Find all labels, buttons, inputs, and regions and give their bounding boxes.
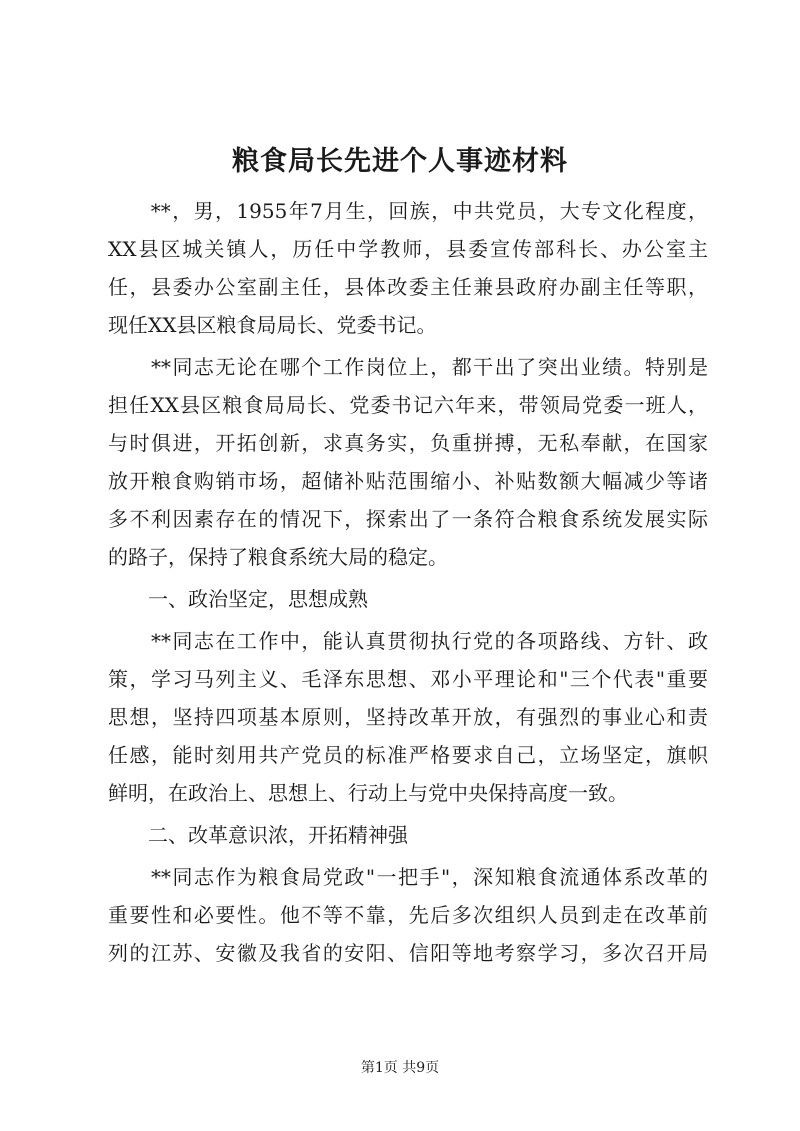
body-line: **同志在工作中，能认真贯彻执行党的各项路线、方针、政 bbox=[108, 629, 708, 653]
body-line: 任，县委办公室副主任，县体改委主任兼县政府办副主任等职， bbox=[108, 275, 708, 299]
body-line: 与时俱进，开拓创新，求真务实，负重拼搏，无私奉献，在国家 bbox=[108, 431, 708, 455]
body-line: 鲜明，在政治上、思想上、行动上与党中央保持高度一致。 bbox=[108, 781, 628, 805]
body-line: 现任XX县区粮食局局长、党委书记。 bbox=[108, 313, 437, 337]
body-line: 的路子，保持了粮食系统大局的稳定。 bbox=[108, 545, 448, 569]
body-line: **，男，1955年7月生，回族，中共党员，大专文化程度， bbox=[108, 199, 708, 223]
body-line: 放开粮食购销市场，超储补贴范围缩小、补贴数额大幅减少等诸 bbox=[108, 469, 708, 493]
body-line: 策，学习马列主义、毛泽东思想、邓小平理论和"三个代表"重要 bbox=[108, 667, 708, 691]
body-line: **同志无论在哪个工作岗位上，都干出了突出业绩。特别是 bbox=[108, 355, 708, 379]
page-footer: 第1页 共9页 bbox=[360, 1060, 440, 1076]
section-heading: 一、政治坚定，思想成熟 bbox=[108, 587, 368, 611]
body-line: 列的江苏、安徽及我省的安阳、信阳等地考察学习，多次召开局 bbox=[108, 941, 708, 965]
body-line: **同志作为粮食局党政"一把手"，深知粮食流通体系改革的 bbox=[108, 865, 708, 889]
body-line: 多不利因素存在的情况下，探索出了一条符合粮食系统发展实际 bbox=[108, 507, 708, 531]
document-title: 粮食局长先进个人事迹材料 bbox=[232, 146, 568, 177]
body-line: XX县区城关镇人，历任中学教师，县委宣传部科长、办公室主 bbox=[108, 237, 708, 261]
body-line: 任感，能时刻用共产党员的标准严格要求自己，立场坚定，旗帜 bbox=[108, 743, 708, 767]
section-heading: 二、改革意识浓，开拓精神强 bbox=[108, 823, 408, 847]
body-line: 思想，坚持四项基本原则，坚持改革开放，有强烈的事业心和责 bbox=[108, 705, 708, 729]
body-line: 担任XX县区粮食局局长、党委书记六年来，带领局党委一班人， bbox=[108, 393, 708, 417]
body-line: 重要性和必要性。他不等不靠，先后多次组织人员到走在改革前 bbox=[108, 903, 708, 927]
